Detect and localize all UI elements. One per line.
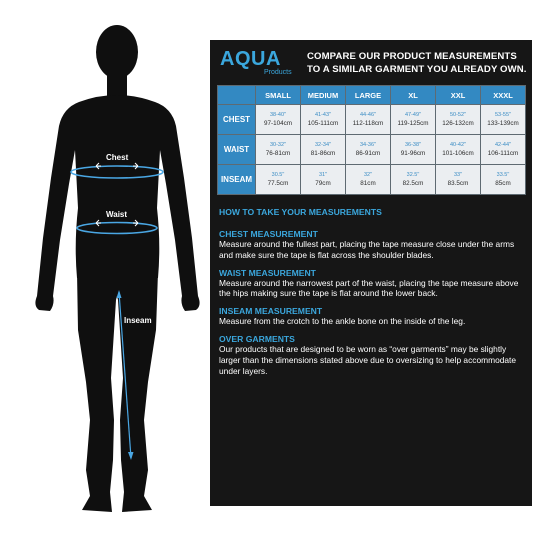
size-header: SMALL	[256, 86, 301, 105]
table-cell	[346, 135, 391, 165]
table-cell	[346, 165, 391, 195]
table-cell	[481, 165, 526, 195]
cell-inch: 31"	[318, 172, 328, 178]
cell-cm: 126-132cm	[442, 120, 474, 127]
cell-inch: 33"	[453, 172, 463, 178]
cell-inch: 44-46"	[359, 112, 377, 118]
table-cell	[301, 105, 346, 135]
chest-instructions	[219, 229, 529, 261]
cell-inch: 32-34"	[314, 142, 332, 148]
table-cell	[391, 165, 436, 195]
cell-cm: 91-96cm	[400, 150, 426, 157]
cell-inch: 36-38"	[404, 142, 422, 148]
table-cell	[436, 105, 481, 135]
cell-cm: 106-111cm	[487, 150, 519, 157]
section-body: Measure around the narrowest part of the waist, placing the tape measure above the hips making sure the tape is flat around the lower back.	[219, 277, 519, 299]
cell-inch: 30.5"	[271, 172, 285, 178]
table-cell	[256, 165, 301, 195]
cell-inch: 50-52"	[449, 112, 467, 118]
cell-cm: 112-118cm	[352, 120, 384, 127]
size-header-row	[218, 86, 526, 105]
cell-inch: 40-42"	[449, 142, 467, 148]
cell-inch: 34-36"	[359, 142, 377, 148]
headline-line-2: TO A SIMILAR GARMENT YOU ALREADY OWN.	[307, 64, 527, 75]
chest-label: Chest	[106, 153, 129, 162]
section-heading: CHEST MEASUREMENT	[219, 229, 318, 239]
table-cell	[346, 105, 391, 135]
cell-cm: 76-81cm	[265, 150, 291, 157]
cell-cm: 86-91cm	[355, 150, 381, 157]
table-cell	[436, 165, 481, 195]
section-heading: OVER GARMENTS	[219, 333, 295, 344]
table-cell	[256, 105, 301, 135]
headline	[307, 50, 529, 76]
measurement-instructions	[219, 207, 529, 383]
waist-instructions	[219, 268, 529, 300]
cell-inch: 38-40"	[269, 112, 287, 118]
table-cell	[391, 135, 436, 165]
inseam-label: Inseam	[124, 316, 152, 325]
table-row	[218, 165, 526, 195]
size-header: XXXL	[481, 86, 526, 105]
table-cell	[301, 165, 346, 195]
waist-label: Waist	[106, 210, 128, 219]
cell-cm: 79cm	[315, 180, 331, 187]
cell-cm: 119-125cm	[397, 120, 429, 127]
cell-cm: 77.5cm	[267, 180, 289, 187]
cell-inch: 41-43"	[314, 112, 332, 118]
cell-inch: 33.5"	[496, 172, 510, 178]
cell-inch: 32"	[363, 172, 373, 178]
cell-inch: 32.5"	[406, 172, 420, 178]
cell-cm: 101-106cm	[442, 150, 474, 157]
table-cell	[481, 135, 526, 165]
size-table	[217, 85, 526, 195]
instructions-title: HOW TO TAKE YOUR MEASUREMENTS	[219, 207, 382, 217]
row-label: CHEST	[218, 105, 256, 135]
over-garments-instructions	[219, 334, 529, 376]
headline-line-1: COMPARE OUR PRODUCT MEASUREMENTS	[307, 51, 517, 62]
section-heading: INSEAM MEASUREMENT	[219, 306, 323, 317]
section-body: Measure around the fullest part, placing the tape measure close under the arms and make sure the tape is flat across the shoulder blades.	[219, 239, 515, 260]
table-row	[218, 105, 526, 135]
section-heading: WAIST MEASUREMENT	[219, 267, 316, 278]
cell-cm: 85cm	[495, 180, 511, 187]
section-body: Our products that are designed to be worn as “over garments” may be slightly larger than the dimensions stated above due to oversizing to help accommodate under layers.	[219, 343, 517, 376]
brand-logo	[218, 48, 298, 82]
cell-cm: 133-139cm	[487, 120, 519, 127]
table-cell	[256, 135, 301, 165]
size-header: MEDIUM	[301, 86, 346, 105]
body-measurement-figure	[0, 0, 210, 550]
cell-inch: 53-55"	[494, 112, 512, 118]
size-guide-panel	[210, 40, 532, 506]
cell-inch: 30-32"	[269, 142, 287, 148]
table-cell	[436, 135, 481, 165]
cell-cm: 105-111cm	[307, 120, 339, 127]
size-header: LARGE	[346, 86, 391, 105]
row-label: WAIST	[218, 135, 256, 165]
cell-cm: 97-104cm	[263, 120, 292, 127]
table-cell	[391, 105, 436, 135]
cell-cm: 83.5cm	[447, 180, 469, 187]
cell-inch: 47-49"	[404, 112, 422, 118]
cell-cm: 82.5cm	[402, 180, 424, 187]
table-cell	[481, 105, 526, 135]
body-silhouette	[35, 25, 199, 512]
table-corner	[218, 86, 256, 105]
inseam-instructions	[219, 306, 529, 327]
brand-name: AQUA	[220, 48, 281, 70]
table-cell	[301, 135, 346, 165]
cell-cm: 81-86cm	[310, 150, 336, 157]
table-row	[218, 135, 526, 165]
size-header: XL	[391, 86, 436, 105]
cell-inch: 42-44"	[494, 142, 512, 148]
size-header: XXL	[436, 86, 481, 105]
section-body: Measure from the crotch to the ankle bone on the inside of the leg.	[219, 316, 466, 327]
row-label: INSEAM	[218, 165, 256, 195]
cell-cm: 81cm	[360, 180, 376, 187]
brand-sub: Products	[264, 69, 292, 76]
